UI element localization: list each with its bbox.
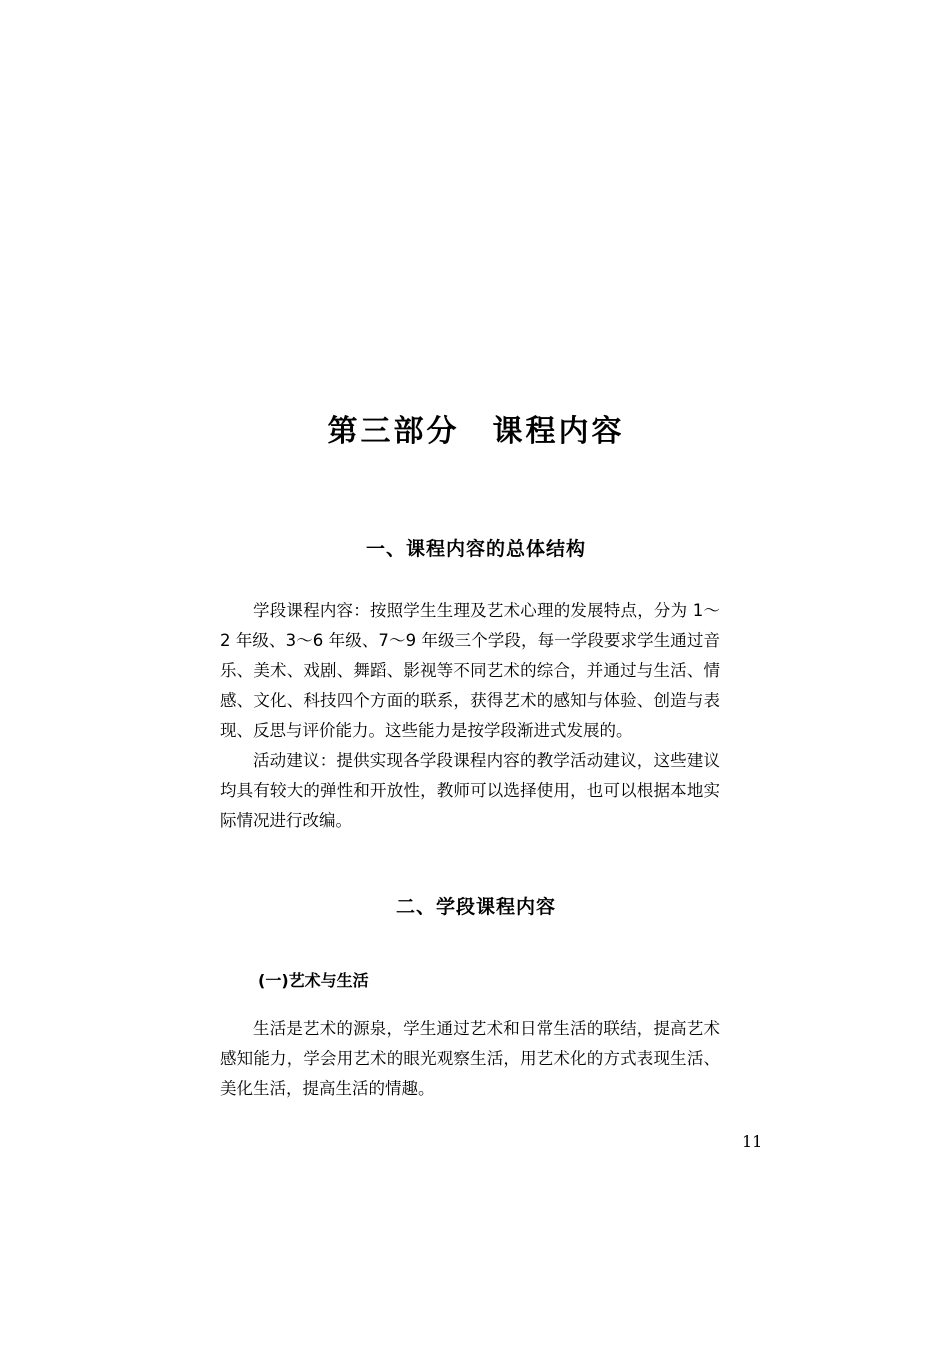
paragraph-stage-content: 学段课程内容：按照学生生理及艺术心理的发展特点，分为 1～2 年级、3～6 年级、7～9 年级三个学段，每一学段要求学生通过音乐、美术、戏剧、舞蹈、影视等不同艺术的综合，并通过与生活、情感、文化、科技四个方面的联系，获得艺术的感知与体验、创造与表现、反思与评价能力。这些能力是按学段渐进式发展的。 [220, 601, 720, 740]
paragraph-art-and-life: 生活是艺术的源泉，学生通过艺术和日常生活的联结，提高艺术感知能力，学会用艺术的眼光观察生活，用艺术化的方式表现生活、美化生活，提高生活的情趣。 [220, 1019, 720, 1098]
page-title: 第三部分 课程内容 [327, 414, 625, 449]
section2-body [220, 1014, 720, 1104]
section-heading-stage-content: 二、学段课程内容 [395, 896, 556, 918]
section1-body [220, 596, 720, 836]
subheading-art-and-life: (一)艺术与生活 [258, 971, 369, 990]
page-number: 11 [742, 1132, 763, 1151]
paragraph-activity-suggestions: 活动建议：提供实现各学段课程内容的教学活动建议，这些建议均具有较大的弹性和开放性，教师可以选择使用，也可以根据本地实际情况进行改编。 [220, 751, 720, 830]
section-heading-overall-structure: 一、课程内容的总体结构 [365, 538, 586, 560]
